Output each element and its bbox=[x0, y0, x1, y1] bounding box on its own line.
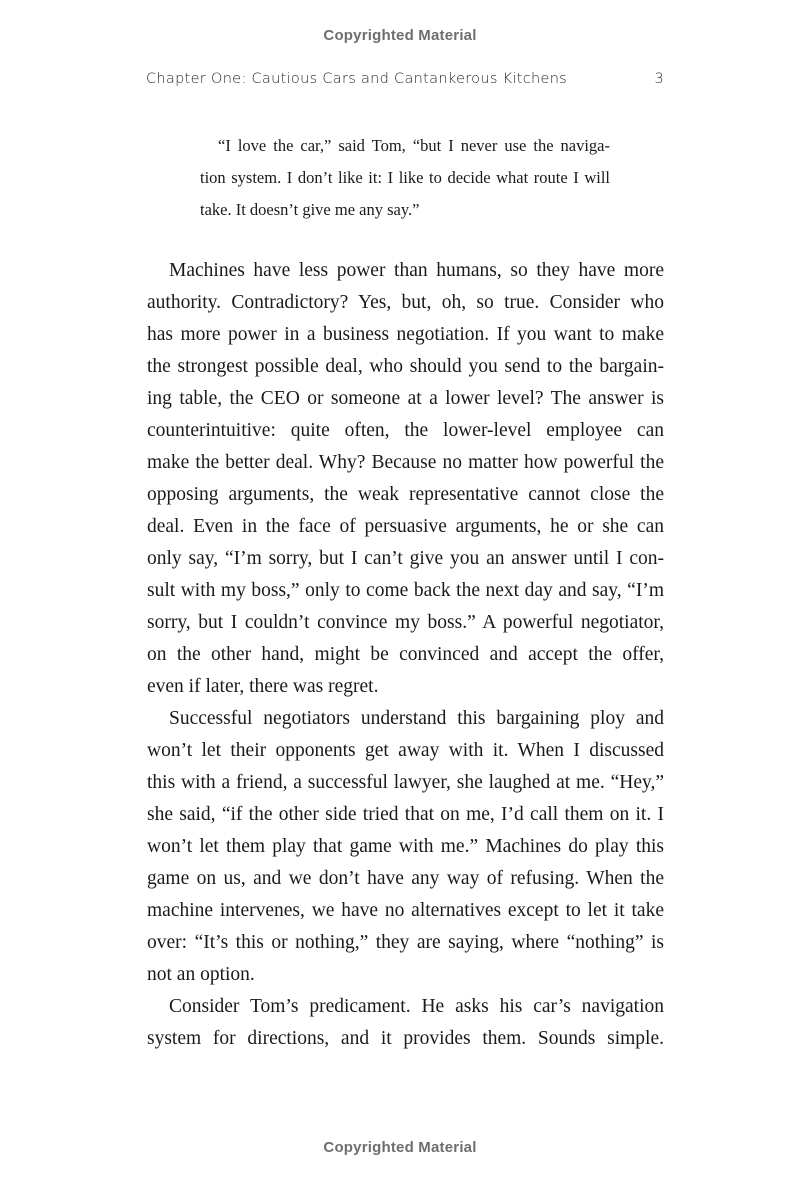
text-line: authority. Contradictory? Yes, but, oh, so true. Consider who bbox=[147, 292, 664, 313]
quotation-block bbox=[200, 130, 610, 226]
copyright-watermark-top: Copyrighted Material bbox=[323, 27, 477, 44]
text-line: system for directions, and it provides them. Sounds simple. bbox=[147, 1028, 664, 1049]
text-line: make the better deal. Why? Because no matter how powerful the bbox=[147, 452, 664, 473]
text-line: sorry, but I couldn’t convince my boss.” A powerful negotiator, bbox=[147, 612, 664, 633]
chapter-title: Chapter One: Cautious Cars and Cantankerous Kitchens bbox=[146, 71, 568, 87]
quote-line: take. It doesn’t give me any say.” bbox=[200, 200, 420, 219]
text-line: over: “It’s this or nothing,” they are saying, where “nothing” is bbox=[147, 932, 664, 953]
text-line: not an option. bbox=[147, 964, 255, 985]
text-line: opposing arguments, the weak representative cannot close the bbox=[147, 484, 664, 505]
text-line: Successful negotiators understand this bargaining ploy and bbox=[169, 708, 664, 729]
text-line: the strongest possible deal, who should you send to the bargain- bbox=[147, 356, 664, 377]
text-line: machine intervenes, we have no alternatives except to let it take bbox=[147, 900, 664, 921]
text-line: has more power in a business negotiation. If you want to make bbox=[147, 324, 664, 345]
text-line: counterintuitive: quite often, the lower-level employee can bbox=[147, 420, 664, 441]
text-line: game on us, and we don’t have any way of refusing. When the bbox=[147, 868, 664, 889]
text-line: she said, “if the other side tried that on me, I’d call them on it. I bbox=[147, 804, 664, 825]
text-line: this with a friend, a successful lawyer, she laughed at me. “Hey,” bbox=[147, 772, 664, 793]
quote-line: “I love the car,” said Tom, “but I never use the naviga- bbox=[218, 136, 610, 155]
text-line: on the other hand, might be convinced and accept the offer, bbox=[147, 644, 664, 665]
text-line: sult with my boss,” only to come back the next day and say, “I’m bbox=[147, 580, 664, 601]
paragraph-3 bbox=[147, 991, 664, 1055]
text-line: even if later, there was regret. bbox=[147, 676, 379, 697]
quote-line: tion system. I don’t like it: I like to decide what route I will bbox=[200, 168, 610, 187]
text-line: Machines have less power than humans, so they have more bbox=[169, 260, 664, 281]
paragraph-2 bbox=[147, 703, 664, 991]
running-head bbox=[146, 71, 664, 91]
page-number: 3 bbox=[654, 71, 664, 87]
body-text bbox=[147, 255, 664, 1055]
copyright-watermark-bottom: Copyrighted Material bbox=[323, 1139, 477, 1156]
text-line: Consider Tom’s predicament. He asks his car’s navigation bbox=[169, 996, 664, 1017]
text-line: only say, “I’m sorry, but I can’t give you an answer until I con- bbox=[147, 548, 664, 569]
text-line: won’t let them play that game with me.” Machines do play this bbox=[147, 836, 664, 857]
text-line: ing table, the CEO or someone at a lower level? The answer is bbox=[147, 388, 664, 409]
text-line: deal. Even in the face of persuasive arguments, he or she can bbox=[147, 516, 664, 537]
text-line: won’t let their opponents get away with it. When I discussed bbox=[147, 740, 664, 761]
paragraph-1 bbox=[147, 255, 664, 703]
